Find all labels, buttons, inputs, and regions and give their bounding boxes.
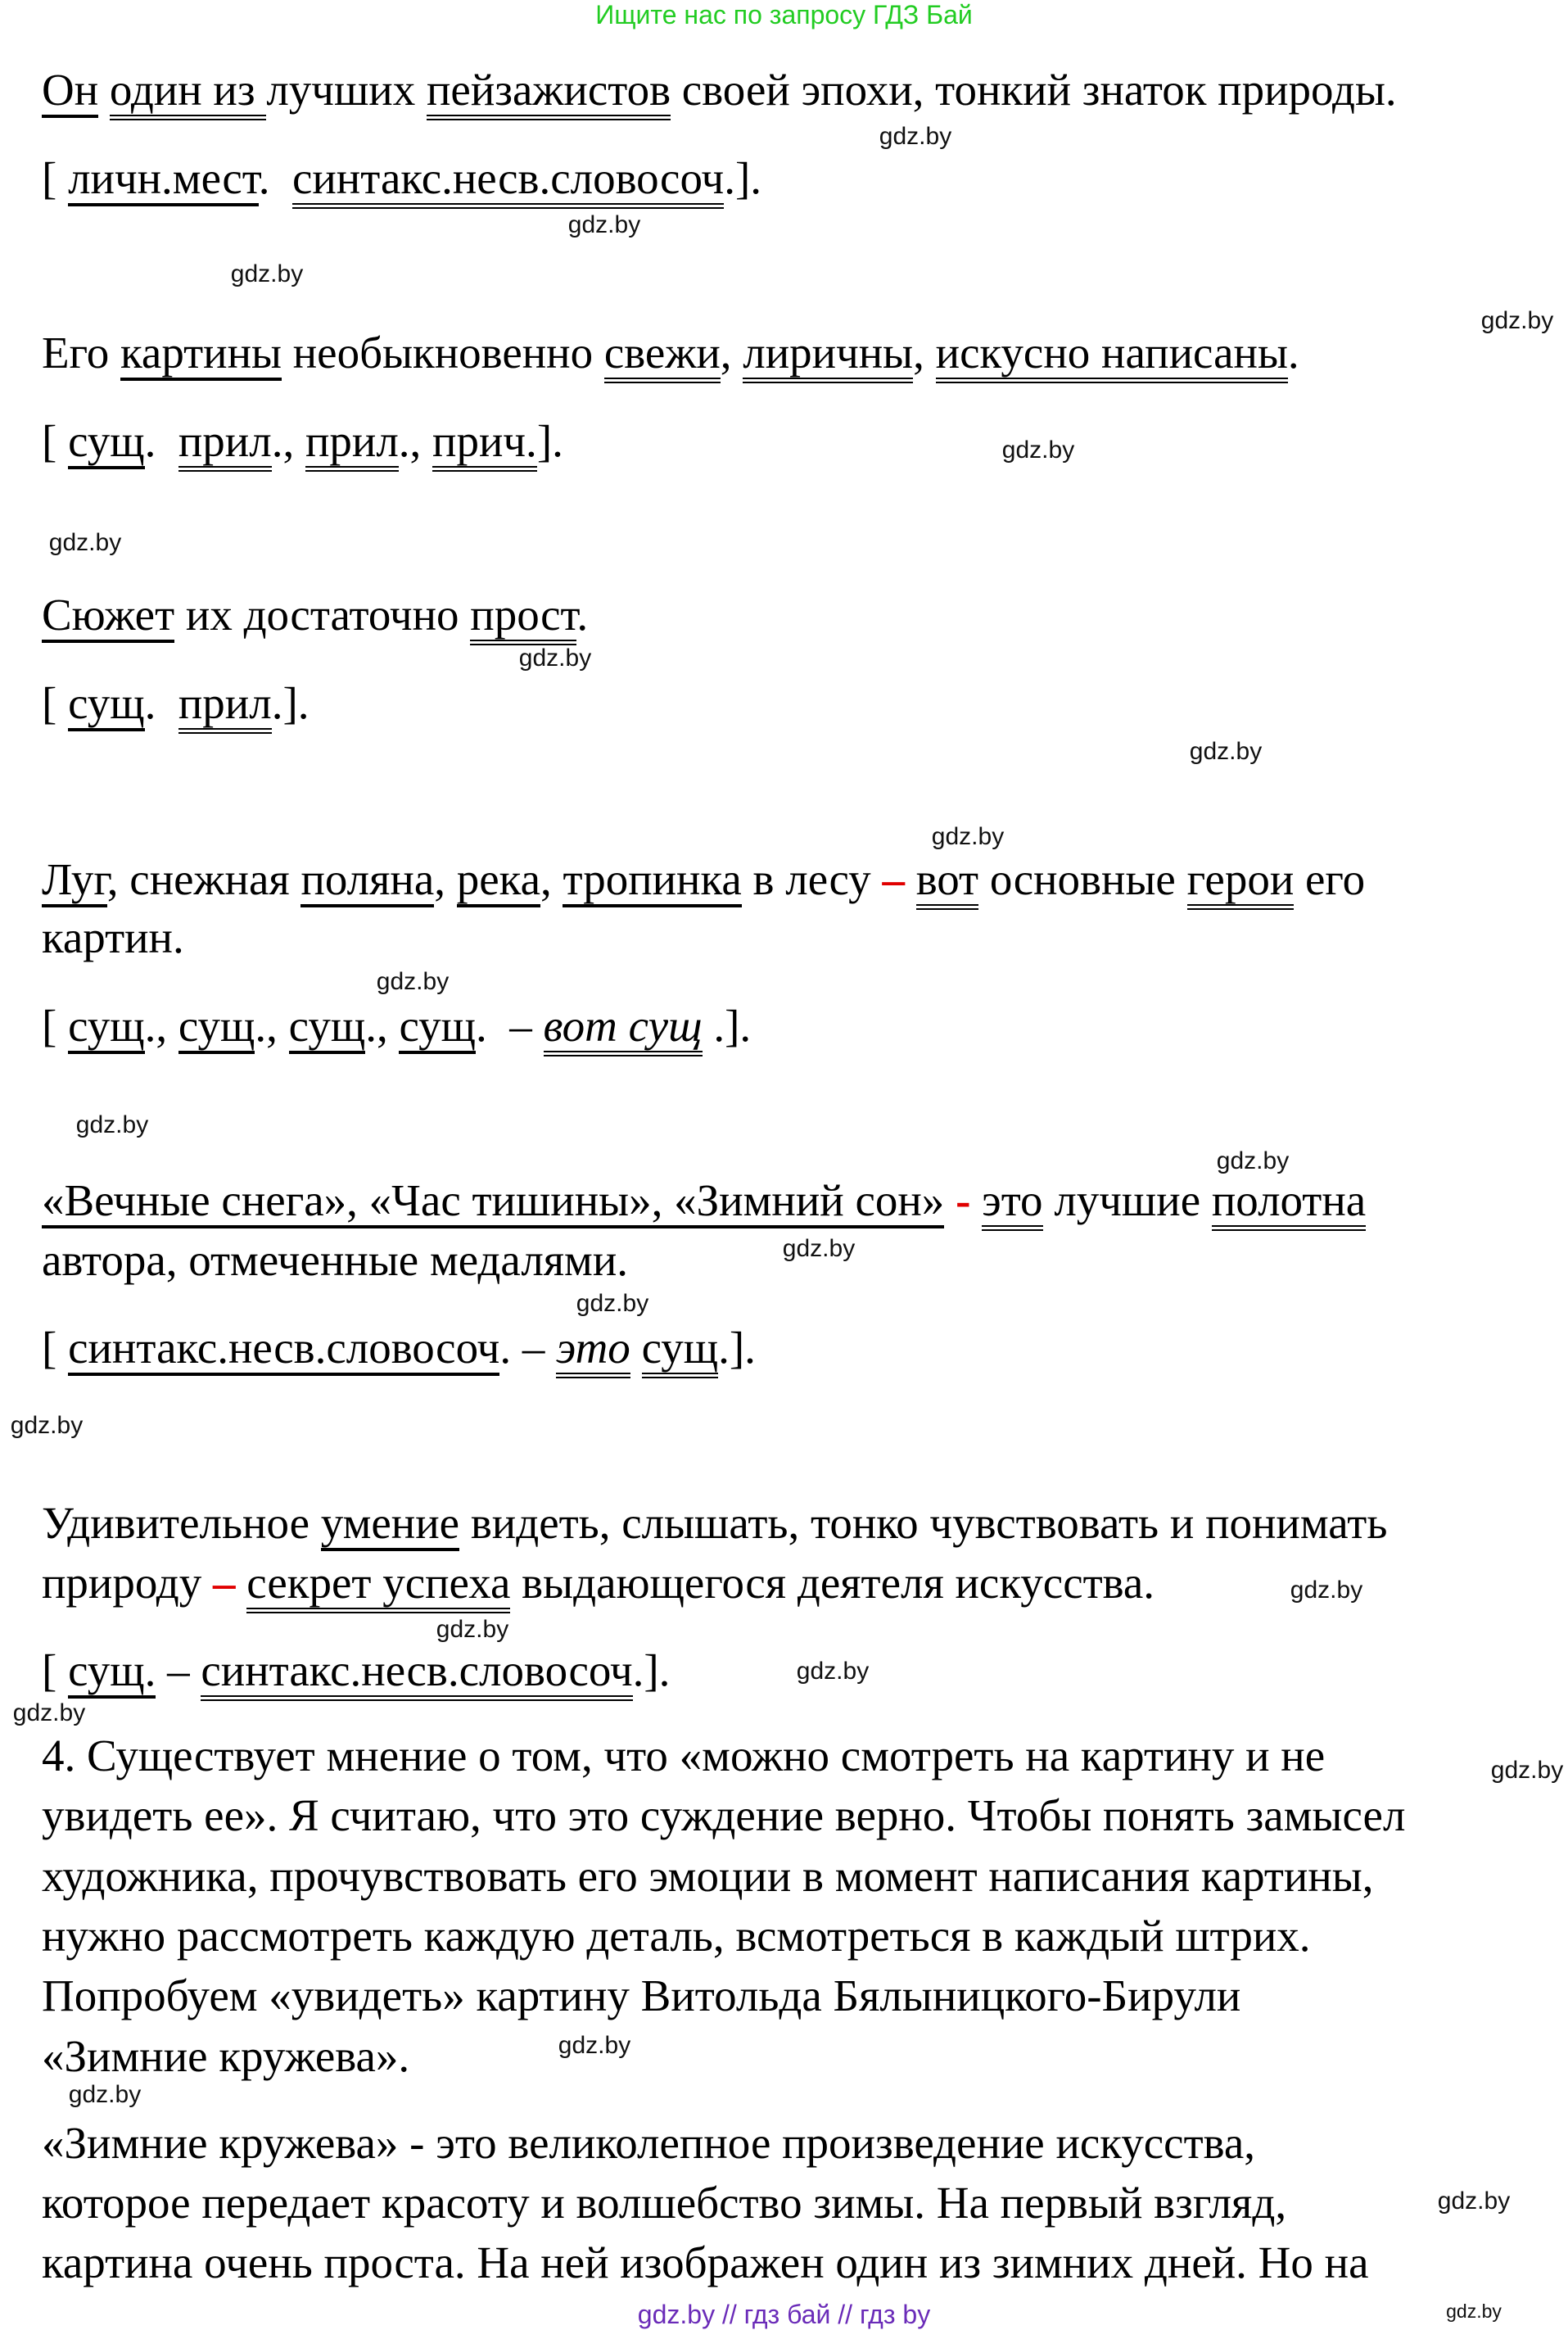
watermark: gdz.by bbox=[1446, 2301, 1502, 2322]
footer-links[interactable]: gdz.by // гдз бай // гдз by bbox=[637, 2300, 931, 2329]
watermark: gdz.by bbox=[230, 260, 304, 287]
predicate-underlined: искусно написаны bbox=[936, 328, 1288, 383]
text-segment: [ bbox=[42, 153, 69, 203]
watermark: gdz.by bbox=[576, 1290, 649, 1317]
watermark: gdz.by bbox=[782, 1235, 856, 1262]
text-segment bbox=[236, 1558, 247, 1608]
text-segment: .]. bbox=[718, 1323, 756, 1373]
text-segment: [ bbox=[42, 1323, 69, 1373]
text-line bbox=[42, 1792, 1405, 1839]
text-segment: [ bbox=[42, 1645, 69, 1695]
text-segment: которое передает красоту и волшебство зимы. На первый взгляд, bbox=[42, 2178, 1287, 2228]
predicate-underlined: сущ bbox=[642, 1323, 719, 1378]
text-segment: .]. bbox=[632, 1645, 671, 1695]
text-segment: природу bbox=[42, 1558, 214, 1608]
text-segment: в лесу bbox=[741, 854, 883, 904]
text-line bbox=[42, 2120, 1255, 2167]
word-space bbox=[630, 1323, 642, 1373]
watermark: gdz.by bbox=[12, 1699, 86, 1726]
watermark: gdz.by bbox=[48, 529, 122, 556]
text-line bbox=[42, 680, 310, 727]
predicate-underlined: синтакс.несв.словосоч bbox=[201, 1645, 632, 1701]
text-line bbox=[42, 1002, 751, 1050]
text-segment: их достаточно bbox=[174, 590, 471, 640]
text-line bbox=[42, 1732, 1325, 1780]
subject-underlined: сущ bbox=[289, 1001, 366, 1054]
red-dash: – bbox=[882, 854, 905, 904]
text-segment: , bbox=[720, 328, 743, 378]
predicate-underlined: лиричны bbox=[743, 328, 913, 383]
text-segment: [ bbox=[42, 416, 69, 466]
text-line bbox=[42, 2179, 1286, 2227]
predicate-underlined: полотна bbox=[1212, 1175, 1366, 1231]
text-segment: основные bbox=[978, 854, 1187, 904]
text-segment: 4. Существует мнение о том, что «можно смотреть на картину и не bbox=[42, 1731, 1326, 1780]
predicate-underlined: один из bbox=[110, 65, 266, 120]
text-line bbox=[42, 1559, 1155, 1607]
predicate-underlined: прост bbox=[470, 590, 576, 645]
text-segment: .]. bbox=[271, 678, 310, 728]
text-segment: нужно рассмотреть каждую деталь, всмотреться в каждый штрих. bbox=[42, 1911, 1311, 1961]
watermark: gdz.by bbox=[1290, 1577, 1363, 1604]
subject-underlined: Сюжет bbox=[42, 590, 174, 643]
text-segment: .]. bbox=[713, 1001, 752, 1051]
text-segment: ., bbox=[365, 1001, 400, 1051]
text-segment: . bbox=[1287, 328, 1299, 378]
subject-underlined: сущ bbox=[68, 416, 145, 469]
text-line bbox=[42, 1177, 1366, 1224]
subject-underlined: «Вечные снега», «Час тишины», «Зимний сон» bbox=[42, 1175, 944, 1228]
text-segment: «Зимние кружева». bbox=[42, 2031, 410, 2081]
predicate-underlined: прил bbox=[178, 416, 272, 472]
text-segment: «Зимние кружева» - это великолепное произведение искусства, bbox=[42, 2118, 1256, 2168]
text-segment: .]. bbox=[724, 153, 762, 203]
subject-underlined: сущ bbox=[68, 678, 145, 731]
text-line bbox=[42, 155, 761, 202]
text-line bbox=[42, 66, 1397, 114]
subject-underlined: тропинка bbox=[563, 854, 741, 907]
watermark: gdz.by bbox=[1189, 738, 1263, 765]
predicate-underlined: вот сущ bbox=[544, 1001, 703, 1056]
text-segment: [ bbox=[42, 678, 69, 728]
watermark: gdz.by bbox=[796, 1658, 870, 1685]
watermark: gdz.by bbox=[1001, 437, 1075, 464]
text-segment: , снежная bbox=[106, 854, 301, 904]
text-segment: ., bbox=[144, 1001, 178, 1051]
subject-underlined: Луг bbox=[42, 854, 107, 907]
watermark: gdz.by bbox=[1437, 2187, 1511, 2215]
predicate-underlined: вот bbox=[916, 854, 978, 910]
subject-underlined: синтакс.несв.словосоч bbox=[68, 1323, 499, 1376]
text-segment: ., bbox=[271, 416, 305, 466]
watermark: gdz.by bbox=[558, 2032, 631, 2059]
text-segment: лучших bbox=[266, 65, 427, 115]
predicate-underlined: прич. bbox=[432, 416, 537, 472]
text-segment bbox=[944, 1175, 956, 1225]
subject-underlined: личн.мест bbox=[68, 153, 259, 206]
text-segment: . bbox=[144, 678, 178, 728]
subject-underlined: умение bbox=[321, 1498, 459, 1551]
text-segment: . bbox=[144, 416, 178, 466]
predicate-underlined: свежи bbox=[604, 328, 721, 383]
text-segment: Его bbox=[42, 328, 121, 378]
word-space bbox=[703, 1001, 714, 1051]
subject-underlined: река bbox=[457, 854, 540, 907]
predicate-underlined: синтакс.несв.словосоч bbox=[292, 153, 724, 209]
text-segment: . – bbox=[499, 1323, 557, 1373]
text-segment: картин. bbox=[42, 912, 184, 962]
text-segment: [ bbox=[42, 1001, 69, 1051]
text-line bbox=[42, 418, 563, 465]
subject-underlined: сущ. bbox=[68, 1645, 156, 1699]
predicate-underlined: прил bbox=[305, 416, 399, 472]
text-line bbox=[42, 1500, 1387, 1547]
text-segment: его bbox=[1294, 854, 1366, 904]
predicate-underlined: это bbox=[982, 1175, 1042, 1231]
watermark: gdz.by bbox=[75, 1111, 149, 1138]
watermark: gdz.by bbox=[518, 645, 592, 672]
watermark: gdz.by bbox=[567, 211, 641, 238]
subject-underlined: Он bbox=[42, 65, 98, 118]
text-segment bbox=[98, 65, 110, 115]
watermark: gdz.by bbox=[436, 1616, 509, 1643]
watermark: gdz.by bbox=[1216, 1147, 1290, 1174]
search-hint-banner: Ищите нас по запросу ГДЗ Бай bbox=[595, 0, 973, 29]
text-segment bbox=[905, 854, 916, 904]
text-segment: . bbox=[258, 153, 292, 203]
red-dash: – bbox=[213, 1558, 236, 1608]
text-line bbox=[42, 2239, 1369, 2287]
text-line bbox=[42, 856, 1365, 903]
text-line bbox=[42, 2033, 409, 2080]
text-line bbox=[42, 1647, 670, 1694]
subject-underlined: картины bbox=[120, 328, 282, 381]
watermark: gdz.by bbox=[68, 2081, 142, 2108]
red-dash: - bbox=[956, 1175, 971, 1225]
subject-underlined: сущ bbox=[68, 1001, 145, 1054]
text-segment: Попробуем «увидеть» картину Витольда Бялыницкого-Бирули bbox=[42, 1970, 1241, 2020]
text-segment: ]. bbox=[536, 416, 563, 466]
text-segment: – bbox=[156, 1645, 201, 1695]
text-line bbox=[42, 1324, 756, 1372]
predicate-underlined: это bbox=[556, 1323, 630, 1378]
text-line bbox=[42, 1853, 1374, 1900]
watermark: gdz.by bbox=[376, 968, 450, 995]
text-line bbox=[42, 1237, 628, 1284]
text-segment: лучшие bbox=[1042, 1175, 1212, 1225]
text-segment: увидеть ее». Я считаю, что это суждение верно. Чтобы понять замысел bbox=[42, 1790, 1406, 1840]
text-segment: видеть, слышать, тонко чувствовать и понимать bbox=[459, 1498, 1388, 1548]
text-segment: ., bbox=[255, 1001, 289, 1051]
text-line bbox=[42, 591, 588, 639]
text-segment: своей эпохи, тонкий знаток природы. bbox=[671, 65, 1397, 115]
text-segment: выдающегося деятеля искусства. bbox=[510, 1558, 1155, 1608]
predicate-underlined: герои bbox=[1187, 854, 1295, 910]
text-line bbox=[42, 1912, 1311, 1960]
subject-underlined: сущ bbox=[399, 1001, 476, 1054]
text-segment: ., bbox=[398, 416, 433, 466]
text-segment: , bbox=[434, 854, 457, 904]
text-segment: . – bbox=[476, 1001, 544, 1051]
text-line bbox=[42, 1972, 1240, 2020]
text-line bbox=[42, 329, 1299, 377]
predicate-underlined: прил bbox=[178, 678, 272, 734]
text-segment: Удивительное bbox=[42, 1498, 321, 1548]
text-segment: картина очень проста. На ней изображен один из зимних дней. Но на bbox=[42, 2237, 1369, 2287]
subject-underlined: сущ bbox=[178, 1001, 255, 1054]
text-segment: необыкновенно bbox=[281, 328, 604, 378]
predicate-underlined: пейзажистов bbox=[427, 65, 671, 120]
text-line bbox=[42, 914, 184, 961]
watermark: gdz.by bbox=[931, 823, 1005, 850]
text-segment: . bbox=[576, 590, 589, 640]
text-segment: автора, отмеченные медалями. bbox=[42, 1235, 629, 1285]
watermark: gdz.by bbox=[1480, 307, 1554, 334]
text-segment: художника, прочувствовать его эмоции в момент написания картины, bbox=[42, 1851, 1374, 1901]
text-segment: , bbox=[913, 328, 936, 378]
watermark: gdz.by bbox=[1490, 1757, 1564, 1784]
text-segment: , bbox=[540, 854, 563, 904]
predicate-underlined: секрет успеха bbox=[246, 1558, 510, 1613]
watermark: gdz.by bbox=[10, 1412, 84, 1439]
text-segment bbox=[970, 1175, 982, 1225]
subject-underlined: поляна bbox=[300, 854, 434, 907]
watermark: gdz.by bbox=[879, 123, 952, 150]
